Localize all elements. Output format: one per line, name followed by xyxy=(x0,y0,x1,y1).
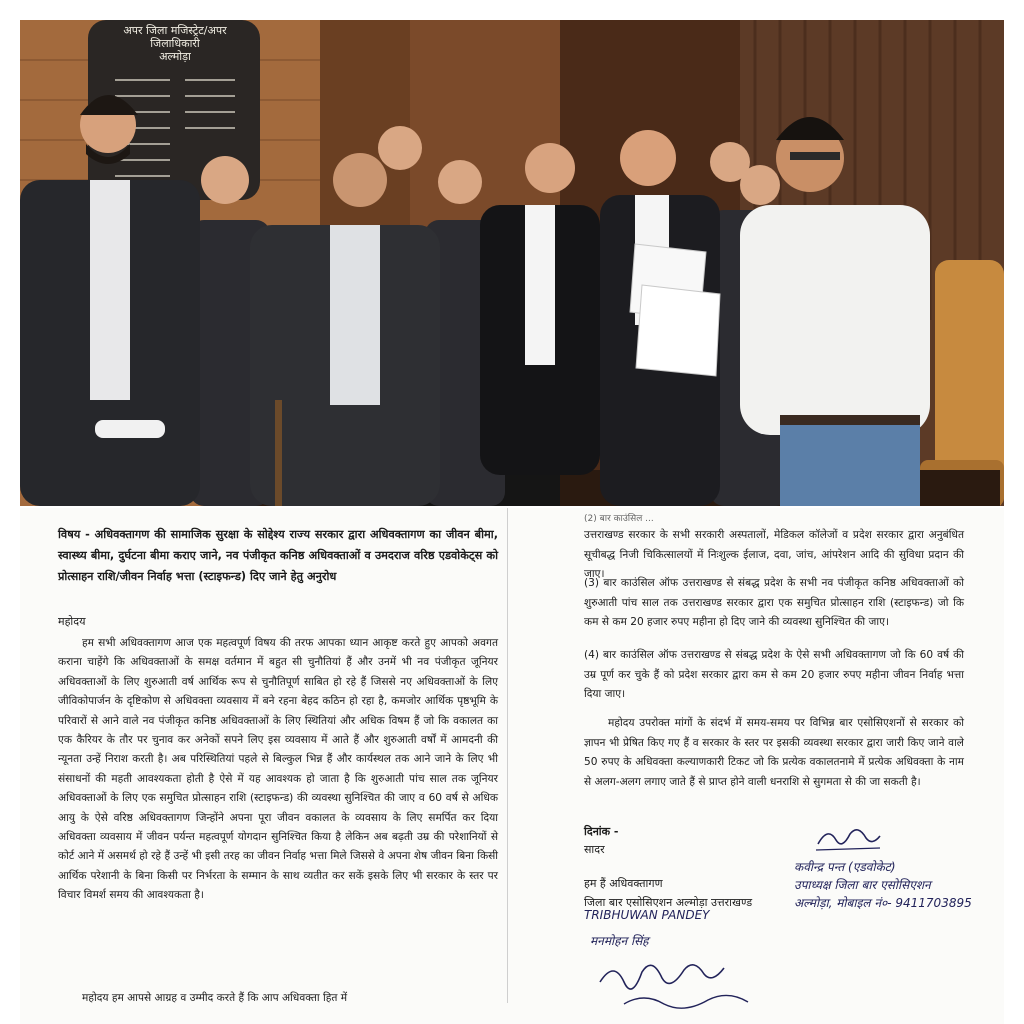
demand-point-2: उत्तराखण्ड सरकार के सभी सरकारी अस्पतालों, मेडिकल कॉलेजों व प्रदेश सरकार द्वारा अनुबंधित सूचीबद्ध निजी चिकित्सालयों में निःशुल्क ईलाज, दवा, जांच, आंपरेशन आदि की सुविधा प्रदान की जाए। xyxy=(584,529,964,581)
meeting-photo xyxy=(20,20,1004,506)
cut-off-line: (2) बार काउंसिल ... xyxy=(584,514,654,524)
signature-vice-president xyxy=(794,828,994,918)
memorandum-document xyxy=(20,508,1004,1024)
body-paragraph-1: हम सभी अधिवक्तागण आज एक महत्वपूर्ण विषय की तरफ आपका ध्यान आकृष्ट करते हुए आपको अवगत कराना चाहेंगे कि अधिवक्ताओं के समक्ष वर्तमान में बहुत सी चुनौतियां हैं और उनमें भी नव पंजीकृत जूनियर अधिवक्ताओं के लिए शुरुआती वर्ष आर्थिक रूप से चुनौतिपूर्ण साबित हो रहे हैं जिससे नए अधिवक्ताओं के लिए जीविकोपार्जन के दृष्टिकोण से अधिवक्ता व्यवसाय में बने रहना बेहद कठिन हो रहा है, कमजोर आर्थिक पृष्ठभूमि के परिवारों से आने वाले नव पंजीकृत कनिष्ठ अधिवक्ताओं के लिए स्थितियां और अधिक विषम हैं जो कि वकालत का एक कैरियर के तौर पर चुनाव कर अनेकों सपने लिए इस व्यवसाय में आते हैं और शुरुआती वर्षों में आमदनी की न्यूनता उन्हें निराश करती है। अब परिस्थितियां पहले से बिल्कुल भिन्न हैं और कार्यस्थल तक आने जाने के लिए भी संसाधनों की महती आवश्यकता होती है ऐसे में यह आवश्यक हो जाता है कि शुरुआती पांच साल तक जूनियर अधिवक्ताओं के लिए एक समुचित प्रोत्साहन राशि (स्टाइफन्ड) की व्यवस्था सुनिश्चित की जाए व 60 वर्ष से अधिक आयु के ऐसे वरिष्ठ अधिवक्तागण जिन्होंने अपना पूरा जीवन वकालत के व्यवसाय के लिए समर्पित कर दिया अधिवक्ता व्यवसाय में जीवन पर्यन्त महत्वपूर्ण योगदान सुनिश्चित किया है लेकिन अब बढ़ती उम्र की परेशानियों से कोर्ट आने में असमर्थ हो रहे हैं उन्हें भी इसी तरह का जीवन निर्वाह भत्ता मिले जिससे वे अपना शेष जीवन बिना किसी आर्थिक परेशानी के बिना किसी पर निर्भरता के सम्मान के साथ व्यतीत कर सकें इसके लिए भी सरकार के स्तर पर विचार विमर्श समय की आवश्यकता है। xyxy=(58,637,498,902)
board-line-1: अपर जिला मजिस्ट्रेट/अपर जिलाधिकारी xyxy=(123,24,227,50)
sender-block xyxy=(584,874,752,912)
photo-scene xyxy=(20,20,1004,506)
closing-paragraph: महोदय उपरोक्त मांगों के संदर्भ में समय-समय पर विभिन्न बार एसोसिएशनों से सरकार को ज्ञापन भी प्रेषित किए गए हैं व सरकार के स्तर पर इसकी व्यवस्था सरकार द्वारा जारी किए जाने वाले 50 रुपए के अधिवक्ता कल्याणकारी टिकट जो कि प्रत्येक वकालतनामे में प्रत्येक अधिवक्ता के नाम से अलग-अलग लगाए जाते हैं से प्राप्त होने वाली धनराशि से सुगमता से की जा सकती है। xyxy=(584,717,964,788)
handwritten-name-2: मनमोहन सिंह xyxy=(590,934,649,948)
board-line-2: अल्मोड़ा xyxy=(159,50,191,63)
handwritten-name-1: TRIBHUWAN PANDEY xyxy=(584,908,710,922)
demand-point-4: (4) बार काउंसिल ऑफ उत्तराखण्ड से संबद्ध प्रदेश के ऐसे सभी अधिवक्तागण जो कि 60 वर्ष की उम्र पूर्ण कर चुके हैं को प्रदेश सरकार द्वारा कम से कम 20 हजार रुपए महीना जीवन निर्वाह भत्ता दिया जाए। xyxy=(584,649,964,701)
signature-scribble-2 xyxy=(594,952,794,1012)
regards-text: सादर xyxy=(584,843,605,856)
signature-scribble xyxy=(814,824,884,854)
signatory-designation: उपाध्यक्ष जिला बार एसोसिएशन xyxy=(794,878,931,892)
sender-line-2: जिला बार एसोसिएशन अल्मोड़ा उत्तराखण्ड xyxy=(584,896,753,909)
subject-line: विषय - अधिवक्तागण की सामाजिक सुरक्षा के सोद्देश्य राज्य सरकार द्वारा अधिवक्तागण का जीवन बीमा, स्वास्थ्य बीमा, दुर्घटना बीमा कराए जाने, नव पंजीकृत कनिष्ठ अधिवक्ताओं व उमदराज वरिष्ठ एडवोकेट्स को प्रोत्साहन राशि/जीवन निर्वाह भत्ता (स्टाइफन्ड) दिए जाने हेतु अनुरोध xyxy=(58,528,498,583)
salutation: महोदय xyxy=(58,615,86,628)
signature-handwritten xyxy=(584,908,804,1018)
body-paragraph-2: महोदय हम आपसे आग्रह व उम्मीद करते हैं कि आप अधिवक्ता हित में xyxy=(82,992,348,1004)
name-board-text xyxy=(100,24,250,63)
column-divider xyxy=(507,508,508,1003)
date-label: दिनांक - xyxy=(584,825,619,838)
signatory-name: कवीन्द्र पन्त (एडवोकेट) xyxy=(794,860,896,874)
sender-line-1: हम हैं अधिवक्तागण xyxy=(584,877,663,890)
signatory-address: अल्मोड़ा, मोबाइल नं०- 9411703895 xyxy=(794,896,972,910)
demand-point-3: (3) बार काउंसिल ऑफ उत्तराखण्ड से संबद्ध प्रदेश के सभी नव पंजीकृत कनिष्ठ अधिवक्ताओं को शुरुआती पांच साल तक उत्तराखण्ड सरकार द्वारा एक समुचित प्रोत्साहन राशि (स्टाइफन्ड) जो कि कम से कम 20 हजार रुपए महीना हो दिए जाने की व्यवस्था सुनिश्चित की जाए। xyxy=(584,577,964,629)
